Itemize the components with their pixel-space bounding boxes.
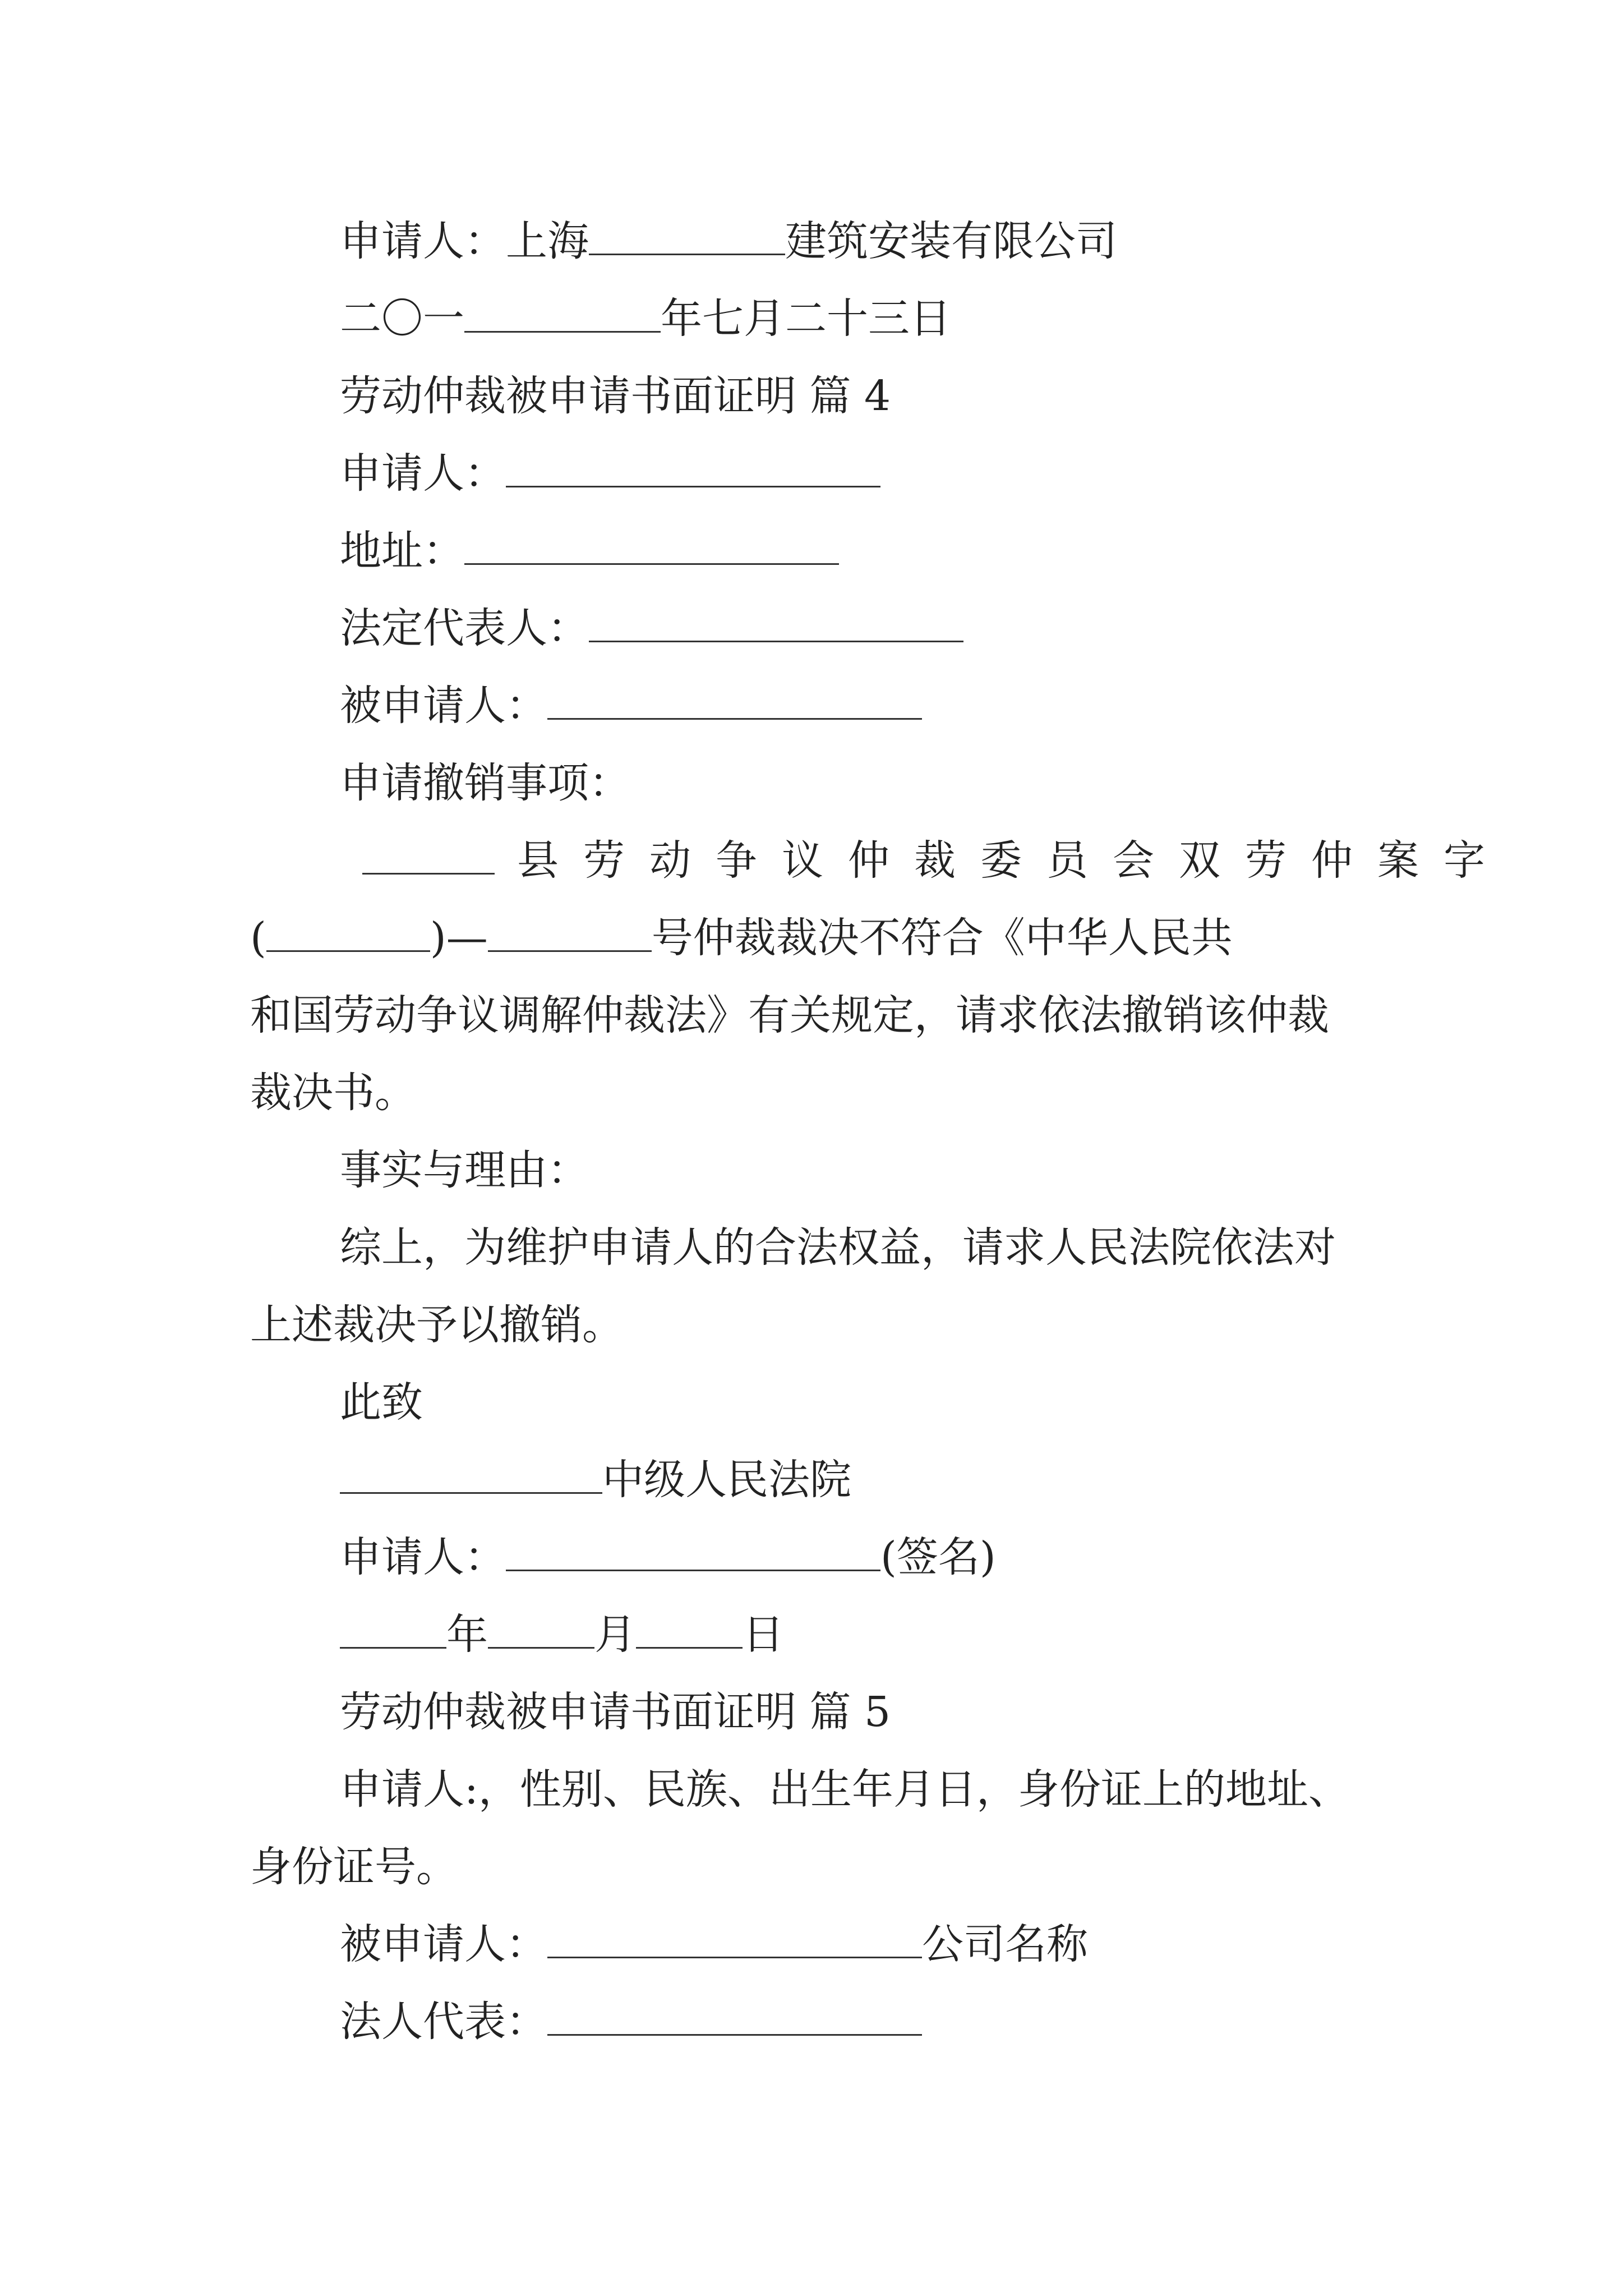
respondent-company-label: 被申请人： [340,1920,547,1968]
case-open-paren: ( [250,914,266,962]
revocation-paragraph-line-1 [362,832,1510,889]
year-blank [464,292,661,333]
applicant-label: 申请人： [340,449,506,498]
signature-suffix: (签名) [880,1533,996,1581]
revocation-paragraph-line-3: 和国劳动争议调解仲裁法》有关规定，请求依法撤销该仲裁 [250,991,1329,1039]
address-blank [464,524,839,565]
year-label: 年 [446,1611,488,1659]
respondent-company-line [340,1916,1088,1972]
applicant-company-suffix: 建筑安装有限公司 [785,217,1117,265]
respondent-blank [547,679,922,720]
legal-representative-field [340,600,963,656]
county-blank [362,834,495,875]
revocation-paragraph-line-2 [250,910,1233,966]
summary-paragraph-line-2: 上述裁决予以撤销。 [250,1301,624,1349]
company-name-blank [589,214,785,255]
court-line [340,1452,851,1508]
court-name-blank [340,1453,602,1494]
corporate-representative-label: 法人代表： [340,1998,547,2046]
day-label: 日 [743,1611,784,1659]
case-close-paren: )— [430,914,488,962]
applicant-field [340,445,880,501]
respondent-label: 被申请人： [340,682,547,730]
legal-representative-label: 法定代表人： [340,604,589,652]
signature-line [340,1529,996,1585]
respondent-company-blank [547,1917,922,1958]
month-label: 月 [594,1611,636,1659]
applicant-blank [506,447,880,487]
signature-date-line [340,1607,784,1663]
legal-representative-blank [589,601,963,642]
applicant-info-line-2: 身份证号。 [250,1843,458,1891]
revocation-paragraph-line-4: 裁决书。 [250,1069,416,1117]
section-heading-5: 劳动仲裁被申请书面证明 篇 5 [340,1688,891,1736]
case-number-blank [488,911,652,952]
salutation: 此致 [340,1378,423,1427]
corporate-representative-line [340,1994,922,2050]
signature-blank [506,1530,880,1571]
revocation-line-1-text: 县劳动争议仲裁委员会双劳仲案字 [517,836,1510,885]
respondent-company-suffix: 公司名称 [922,1920,1088,1968]
facts-and-reasons-heading: 事实与理由： [340,1146,589,1194]
corporate-representative-blank [547,1995,922,2036]
applicant-company-prefix: 申请人：上海 [340,217,589,265]
signature-label: 申请人： [340,1533,506,1581]
applicant-company-line [340,213,1117,269]
court-text: 中级人民法院 [602,1456,851,1504]
date-line [340,291,951,347]
case-year-blank [266,911,430,952]
address-label: 地址： [340,527,464,575]
summary-paragraph-line-1: 综上，为维护申请人的合法权益，请求人民法院依法对 [340,1223,1336,1272]
sign-day-blank [636,1608,743,1649]
revocation-line-2-text: 号仲裁裁决不符合《中华人民共 [651,914,1233,962]
address-field [340,523,839,579]
revocation-items-heading: 申请撤销事项： [340,759,630,807]
section-heading-4: 劳动仲裁被申请书面证明 篇 4 [340,372,891,420]
date-suffix: 年七月二十三日 [661,295,951,343]
respondent-field [340,678,922,734]
date-prefix: 二〇一 [340,295,464,343]
sign-year-blank [340,1608,446,1649]
sign-month-blank [488,1608,594,1649]
applicant-info-line-1: 申请人:，性别、民族、出生年月日，身份证上的地址、 [340,1765,1350,1814]
